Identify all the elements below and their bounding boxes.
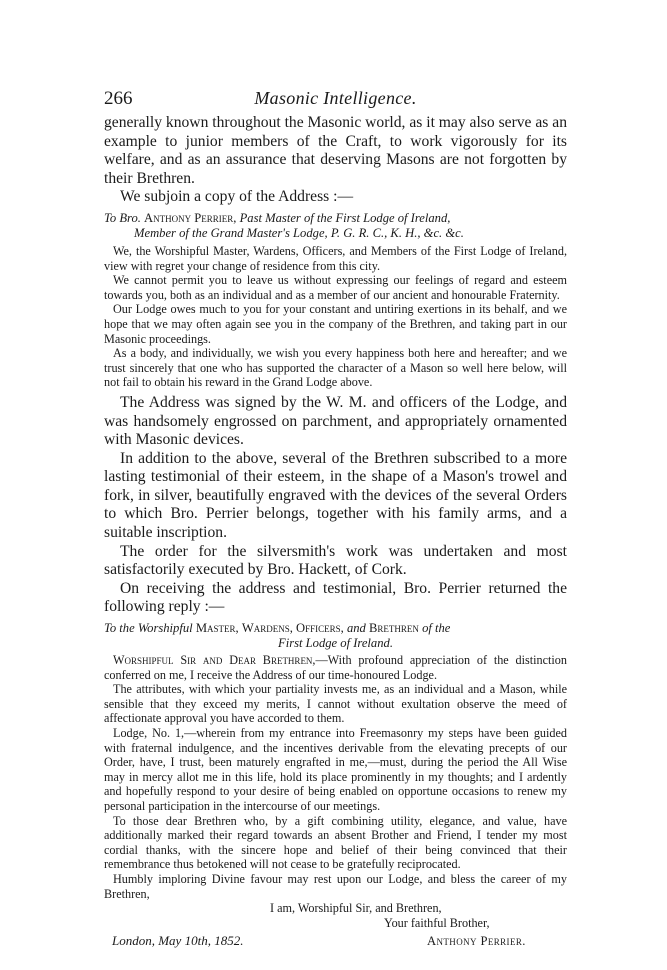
address-heading: To Bro. Anthony Perrier, Past Master of the First Lodge of Ireland, Member of the Grand Master's Lodge, P. G. R. C., K. H., &c. &c.	[104, 210, 464, 240]
address-paragraph: Our Lodge owes much to you for your constant and untiring exertions in its behalf, and we hope that we may often again see you in the company of the Brethren, and taking part in our Masonic proceedings.	[104, 302, 567, 346]
reply-paragraph: Lodge, No. 1,—wherein from my entrance into Freemasonry my steps have been guided with fraternal indulgence, and the incentives derivable from the elevating precepts of our Order, have, I trust, been maturely engrafted in me,—must, during the period the All Wise may in mercy allot me in this life, hold its place prominently in my thoughts; and I ardently and hopefully respond to your desire of being enabled on opportune occasions to renew my personal participation in the intercourse of our meetings.	[104, 726, 567, 813]
reply-paragraph: To those dear Brethren who, by a gift combining utility, elegance, and value, have additionally marked their regard towards an absent Brother and Friend, I tender my most cordial thanks, with the sincere hope and belief of their being convinced that their remembrance thus betokened will not cease to be gratefully reciprocated.	[104, 813, 567, 872]
intro-paragraph: We subjoin a copy of the Address :—	[120, 188, 354, 206]
intro-paragraph: generally known throughout the Masonic world, as it may also serve as an example to junior members of the Craft, to work vigorously for its welfare, and as an assurance that deserving Masons are not forgotten by their Brethren.	[104, 114, 567, 187]
signature: Anthony Perrier.	[427, 933, 526, 948]
narrative-paragraph: The Address was signed by the W. M. and officers of the Lodge, and was handsomely engrossed on parchment, and appropriately ornamented with Masonic devices.	[104, 393, 567, 449]
page-header	[104, 88, 567, 114]
address-paragraph: We, the Worshipful Master, Wardens, Officers, and Members of the First Lodge of Ireland, view with regret your change of residence from this city.	[104, 243, 567, 273]
narrative-paragraph: In addition to the above, several of the Brethren subscribed to a more lasting testimonial of their esteem, in the shape of a Mason's trowel and fork, in silver, beautifully engraved with the devices of the several Orders to which Bro. Perrier belongs, together with his family arms, and a suitable inscription.	[104, 449, 567, 542]
reply-heading: To the Worshipful Master, Wardens, Officers, and Brethren of the First Lodge of Ireland.	[104, 621, 451, 651]
page	[104, 88, 567, 952]
closing-line: I am, Worshipful Sir, and Brethren,	[270, 901, 442, 916]
address-paragraph: As a body, and individually, we wish you every happiness both here and hereafter; and we trust sincerely that one who has supported the character of a Mason so well here below, will not fail to obtain his reward in the Grand Lodge above.	[104, 346, 567, 390]
address-paragraph: We cannot permit you to leave us without expressing our feelings of regard and esteem towards you, both as an individual and as a member of our ancient and honourable Fraternity.	[104, 273, 567, 302]
reply-paragraph: Humbly imploring Divine favour may rest upon our Lodge, and bless the career of my Brethren,	[104, 871, 567, 901]
reply-paragraph: The attributes, with which your partiality invests me, as an individual and a Mason, while sensible that they exceed my merits, I cannot without exultation observe the meed of affectionate approval you have accorded to them.	[104, 682, 567, 726]
page-number: 266	[104, 88, 133, 109]
running-title: Masonic Intelligence.	[254, 88, 417, 108]
narrative-paragraph: On receiving the address and testimonial, Bro. Perrier returned the following reply :—	[104, 579, 567, 616]
closing-line: Your faithful Brother,	[384, 915, 490, 930]
closing	[104, 901, 567, 952]
narrative-paragraph: The order for the silversmith's work was undertaken and most satisfactorily executed by Bro. Hackett, of Cork.	[104, 542, 567, 579]
salutation: Worshipful Sir and Dear Brethren,	[113, 653, 316, 668]
place-date: London, May 10th, 1852.	[112, 932, 244, 948]
reply-paragraph: Worshipful Sir and Dear Brethren,—With profound appreciation of the distinction conferred on me, I receive the Address of our time-honoured Lodge.	[104, 653, 567, 682]
